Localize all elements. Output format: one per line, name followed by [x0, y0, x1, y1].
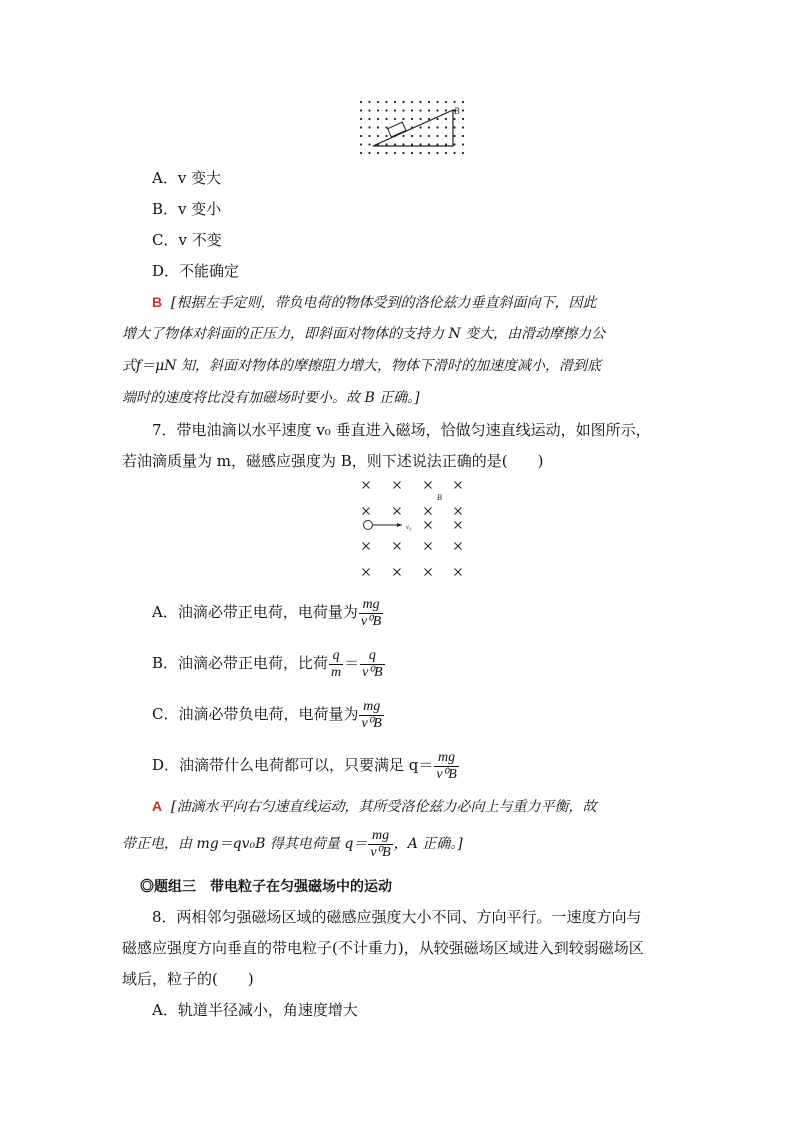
- field-dot: [436, 152, 438, 154]
- field-dot: [436, 109, 438, 111]
- field-dot: [377, 126, 379, 128]
- field-dot: [360, 109, 362, 111]
- field-dot: [419, 126, 421, 128]
- q8-stem-line-3: 域后，粒子的( ): [122, 970, 254, 988]
- field-dot: [368, 126, 370, 128]
- field-dot: [453, 152, 455, 154]
- q6-answer-letter: B: [152, 294, 163, 310]
- field-dot: [436, 118, 438, 120]
- field-dot: [411, 101, 413, 103]
- field-dot: [377, 135, 379, 137]
- q7-answer-letter: A: [152, 798, 163, 814]
- field-cross: [425, 522, 432, 529]
- q7-stem-line-2: 若油滴质量为 m，磁感应强度为 B，则下述说法正确的是( ): [122, 452, 544, 470]
- field-dot: [377, 109, 379, 111]
- oil-drop: [364, 521, 373, 530]
- field-dot: [368, 143, 370, 145]
- field-cross: [425, 543, 432, 550]
- field-dot: [385, 126, 387, 128]
- field-dot: [428, 126, 430, 128]
- field-dot: [419, 109, 421, 111]
- field-dot: [428, 152, 430, 154]
- field-dot: [428, 118, 430, 120]
- section-heading: ◎题组三 带电粒子在匀强磁场中的运动: [140, 878, 392, 894]
- field-dot: [360, 126, 362, 128]
- field-dot: [394, 143, 396, 145]
- field-dot: [419, 135, 421, 137]
- field-dot: [411, 118, 413, 120]
- field-dot: [436, 135, 438, 137]
- field-dot: [368, 118, 370, 120]
- block-on-incline: [388, 122, 406, 137]
- field-dot: [360, 135, 362, 137]
- field-dot: [462, 109, 464, 111]
- q6-option-a: A．v 变大: [152, 169, 222, 187]
- field-dot: [419, 118, 421, 120]
- field-dot: [385, 152, 387, 154]
- field-label-b: B: [437, 493, 442, 502]
- q6-explanation-line-4: 端时的速度将比没有加磁场时要小。故 B 正确。]: [122, 390, 420, 406]
- magnetic-field-crosses: [363, 482, 462, 576]
- frac-mg-over-v0b: $\frac{mg}{\text{v⁰B}}$: [360, 596, 382, 629]
- field-dot: [445, 143, 447, 145]
- field-dot: [445, 109, 447, 111]
- q8-stem-line-2: 磁感应强度方向垂直的带电粒子(不计重力)，从较强磁场区域进入到较弱磁场区: [122, 939, 644, 957]
- field-dot: [360, 101, 362, 103]
- incline-triangle: [373, 110, 453, 146]
- field-dot: [453, 143, 455, 145]
- field-cross: [394, 508, 401, 515]
- field-dot: [368, 101, 370, 103]
- q7-stem-line-1: 7．带电油滴以水平速度 v₀ 垂直进入磁场，恰做匀速直线运动，如图所示，: [152, 421, 651, 439]
- field-cross: [363, 508, 370, 515]
- field-dot: [445, 118, 447, 120]
- field-dot: [453, 126, 455, 128]
- field-cross: [425, 508, 432, 515]
- field-dot: [385, 135, 387, 137]
- field-cross: [363, 482, 370, 489]
- field-dot: [462, 126, 464, 128]
- q6-explanation-line-1: B [根据左手定则，带负电荷的物体受到的洛伦兹力垂直斜面向下，因此: [152, 294, 597, 311]
- field-dot: [419, 152, 421, 154]
- field-dot: [394, 101, 396, 103]
- field-dot: [436, 126, 438, 128]
- field-dot: [368, 135, 370, 137]
- field-dot: [445, 101, 447, 103]
- frac-mg-over-v0b: $\frac{mg}{\text{v⁰B}}$: [370, 827, 391, 860]
- field-dot: [385, 143, 387, 145]
- field-cross: [394, 569, 401, 576]
- field-dot: [402, 143, 404, 145]
- field-dot: [360, 152, 362, 154]
- field-dot: [462, 118, 464, 120]
- field-dot: [377, 118, 379, 120]
- field-dot: [394, 152, 396, 154]
- field-cross: [455, 508, 462, 515]
- field-cross: [363, 543, 370, 550]
- field-dot: [462, 152, 464, 154]
- field-dot: [453, 118, 455, 120]
- q7-explanation-line-2: 带正电，由 mg＝qv₀B 得其电荷量 q＝ $\frac{mg}{\text{v⁰B}}$ ，A 正确。]: [122, 827, 463, 860]
- field-dot: [419, 101, 421, 103]
- field-cross: [425, 482, 432, 489]
- field-cross: [455, 569, 462, 576]
- q7-explanation-line-1: A [油滴水平向右匀速直线运动，其所受洛伦兹力必向上与重力平衡，故: [152, 798, 597, 815]
- field-dot: [419, 143, 421, 145]
- field-dot: [411, 143, 413, 145]
- q6-option-b: B．v 变小: [152, 200, 222, 218]
- field-dot: [453, 135, 455, 137]
- field-dot: [377, 152, 379, 154]
- field-cross: [455, 543, 462, 550]
- field-cross: [455, 522, 462, 529]
- oil-drop-figure: [352, 476, 472, 580]
- field-dot: [385, 101, 387, 103]
- q6-explanation-line-3: 式f＝μN 知，斜面对物体的摩擦阻力增大，物体下滑时的加速度减小，滑到底: [122, 358, 601, 374]
- field-dot: [385, 118, 387, 120]
- field-dot: [428, 101, 430, 103]
- field-dot: [428, 143, 430, 145]
- field-dot: [445, 135, 447, 137]
- field-dot: [402, 135, 404, 137]
- q6-option-c: C．v 不变: [152, 231, 222, 249]
- field-dot: [411, 109, 413, 111]
- field-cross: [394, 482, 401, 489]
- q7-option-a: A．油滴必带正电荷，电荷量为 $\frac{mg}{\text{v⁰B}}$: [152, 596, 382, 629]
- field-dot: [453, 101, 455, 103]
- field-dot: [428, 109, 430, 111]
- field-dot: [402, 101, 404, 103]
- field-dot: [402, 109, 404, 111]
- field-dot: [462, 143, 464, 145]
- field-dot: [402, 118, 404, 120]
- frac-mg-over-v0b: $\frac{mg}{\text{v⁰B}}$: [361, 698, 382, 731]
- field-dot: [377, 101, 379, 103]
- frac-q-over-v0b: $\frac{q}{\text{v⁰B}}$: [362, 647, 383, 680]
- field-cross: [455, 482, 462, 489]
- field-dot: [394, 118, 396, 120]
- field-dot: [368, 109, 370, 111]
- incline-figure: [355, 98, 470, 158]
- field-dot: [402, 152, 404, 154]
- field-dot: [360, 118, 362, 120]
- field-dot: [411, 152, 413, 154]
- field-dot: [462, 101, 464, 103]
- field-dot: [394, 109, 396, 111]
- incline-label-b: B: [454, 106, 460, 116]
- q7-option-c: C．油滴必带负电荷，电荷量为 $\frac{mg}{\text{v⁰B}}$: [152, 698, 382, 731]
- q7-option-b: B．油滴必带正电荷，比荷 $\frac{q}{m}$ ＝ $\frac{q}{\text{v⁰B}}$: [152, 647, 383, 680]
- field-dot: [411, 135, 413, 137]
- field-cross: [394, 543, 401, 550]
- field-dot: [462, 135, 464, 137]
- q6-option-d: D．不能确定: [152, 262, 240, 280]
- field-dot: [368, 152, 370, 154]
- field-dot: [436, 101, 438, 103]
- field-dot: [428, 135, 430, 137]
- field-cross: [425, 569, 432, 576]
- q8-option-a: A．轨道半径减小，角速度增大: [152, 1001, 358, 1019]
- velocity-label: v₀: [406, 523, 412, 531]
- q8-stem-line-1: 8．两相邻匀强磁场区域的磁感应强度大小不同、方向平行。一速度方向与: [152, 908, 642, 926]
- frac-q-over-m: $\frac{q}{m}$: [331, 647, 342, 680]
- field-dot: [445, 126, 447, 128]
- field-dot: [360, 143, 362, 145]
- frac-mg-over-v0b: $\frac{mg}{\text{v⁰B}}$: [436, 749, 457, 782]
- q6-explanation-line-2: 增大了物体对斜面的正压力，即斜面对物体的支持力 N 变大，由滑动摩擦力公: [122, 326, 606, 342]
- q7-option-d: D．油滴带什么电荷都可以，只要满足 q＝ $\frac{mg}{\text{v⁰B}}$: [152, 749, 457, 782]
- field-dot: [436, 143, 438, 145]
- field-cross: [363, 569, 370, 576]
- field-dot: [445, 152, 447, 154]
- field-dot: [385, 109, 387, 111]
